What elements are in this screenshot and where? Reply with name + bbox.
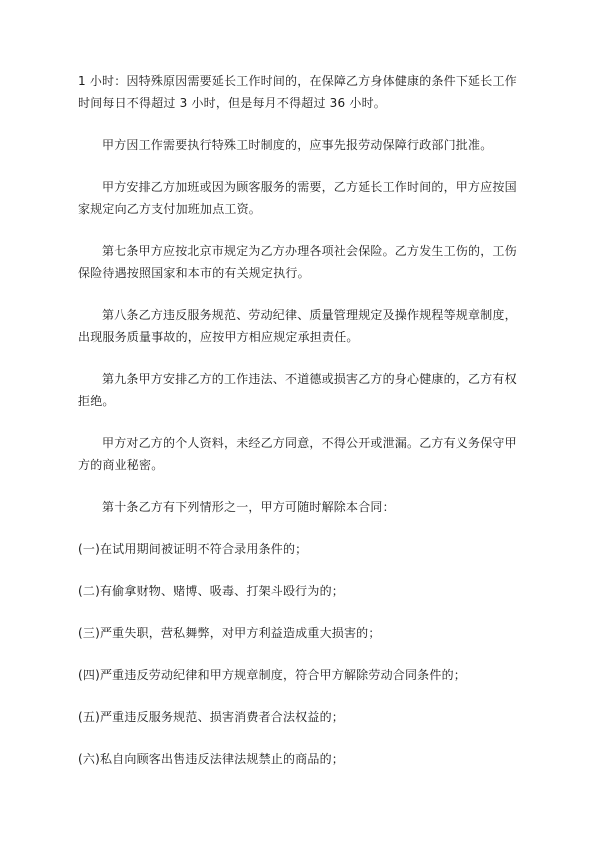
paragraph-special-hours: 甲方因工作需要执行特殊工时制度的，应事先报劳动保障行政部门批准。 (102, 138, 493, 152)
document-body (78, 70, 518, 770)
paragraph-overtime-pay: 甲方安排乙方加班或因为顾客服务的需要，乙方延长工作时间的，甲方应按国家规定向乙方支付加班加点工资。 (78, 180, 517, 216)
paragraph-article-9: 第九条甲方安排乙方的工作违法、不道德或损害乙方的身心健康的，乙方有权拒绝。 (78, 372, 517, 408)
list-item-1: (一)在试用期间被证明不符合录用条件的； (78, 542, 308, 556)
paragraph-article-7: 第七条甲方应按北京市规定为乙方办理各项社会保险。乙方发生工伤的，工伤保险待遇按照国家和本市的有关规定执行。 (78, 244, 517, 280)
list-item-4: (四)严重违反劳动纪律和甲方规章制度，符合甲方解除劳动合同条件的； (78, 668, 466, 682)
paragraph-overtime-limit: 1 小时：因特殊原因需要延长工作时间的，在保障乙方身体健康的条件下延长工作时间每日不得超过 3 小时，但是每月不得超过 36 小时。 (78, 74, 517, 110)
paragraph-article-10: 第十条乙方有下列情形之一，甲方可随时解除本合同： (102, 500, 395, 514)
list-item-2: (二)有偷拿财物、赌博、吸毒、打架斗殴行为的； (78, 584, 344, 598)
list-item-6: (六)私自向顾客出售违反法律法规禁止的商品的； (78, 752, 344, 766)
list-item-3: (三)严重失职，营私舞弊，对甲方利益造成重大损害的； (78, 626, 381, 640)
list-item-5: (五)严重违反服务规范、损害消费者合法权益的； (78, 710, 344, 724)
paragraph-confidentiality: 甲方对乙方的个人资料，未经乙方同意，不得公开或泄漏。乙方有义务保守甲方的商业秘密。 (78, 436, 517, 472)
paragraph-article-8: 第八条乙方违反服务规范、劳动纪律、质量管理规定及操作规程等规章制度，出现服务质量事故的，应按甲方相应规定承担责任。 (78, 308, 517, 344)
